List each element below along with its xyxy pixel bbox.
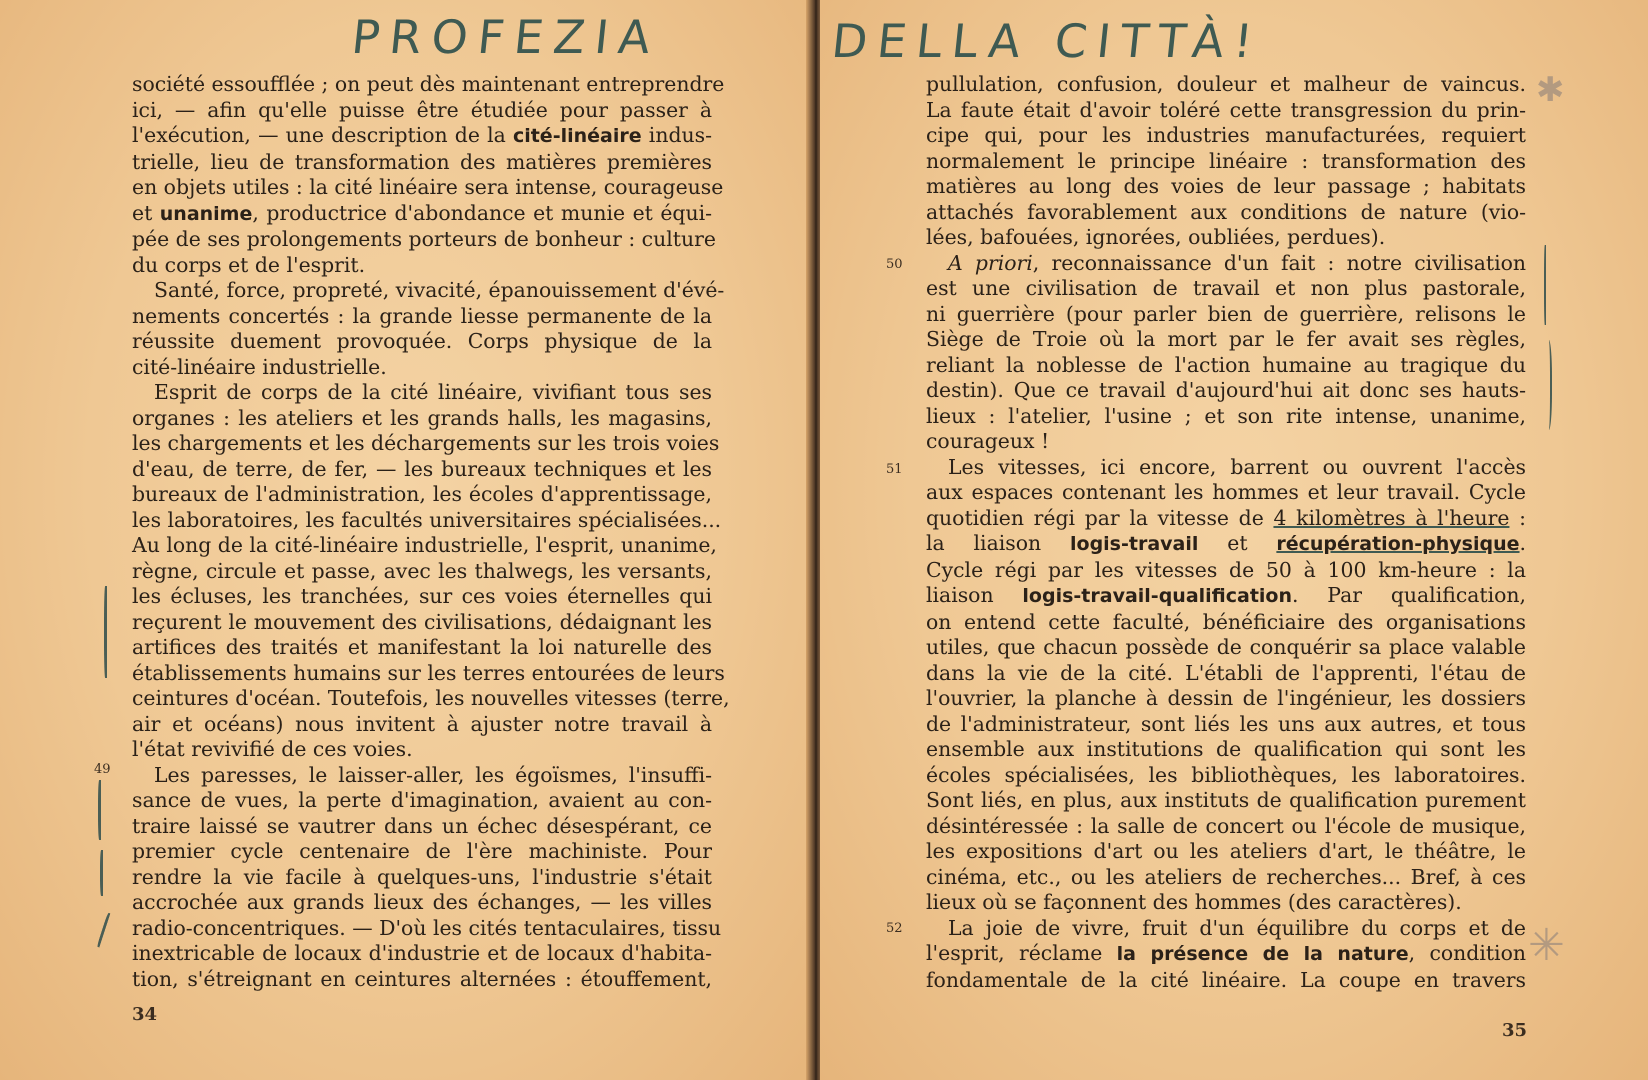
text-line: et unanime, productrice d'abondance et munie et équi- bbox=[132, 200, 712, 225]
text-line: organes : les ateliers et les grands halls, les magasins, bbox=[132, 405, 712, 430]
text-line: l'ouvrier, la planche à dessin de l'ingénieur, les dossiers bbox=[926, 686, 1526, 710]
bold-term: récupération-physique bbox=[1276, 533, 1520, 555]
text-line: radio-concentriques. — D'où les cités tentaculaires, tissu bbox=[132, 915, 722, 940]
text-line: lieux où se façonnent des hommes (des caractères). bbox=[926, 890, 1462, 914]
paragraph-number: 50 bbox=[886, 257, 903, 272]
left-page bbox=[0, 0, 812, 1080]
underlined-phrase: 4 kilomètres à l'heure bbox=[1273, 505, 1510, 530]
margin-pencil-mark bbox=[100, 850, 103, 896]
text-line: les laboratoires, les facultés universitaires spécialisées... bbox=[132, 507, 722, 532]
text-line: l'état revivifié de ces voies. bbox=[132, 737, 413, 761]
text-line: on entend cette faculté, bénéficiaire des organisations bbox=[926, 609, 1526, 634]
text-line: nements concertés : la grande liesse permanente de la bbox=[132, 303, 712, 328]
text-line: ni guerrière (pour parler bien de guerrière, relisons le bbox=[926, 301, 1526, 326]
asterisk-mark-icon: ✱ bbox=[1536, 70, 1565, 110]
handwritten-title-left: PROFEZIA bbox=[349, 10, 663, 64]
text-line: Sont liés, en plus, aux instituts de qualification purement bbox=[926, 788, 1526, 812]
bold-term: unanime bbox=[159, 202, 253, 225]
bold-term: la présence de la nature bbox=[1116, 943, 1409, 965]
text-line: cinéma, etc., ou les ateliers de recherches... Bref, à ces bbox=[926, 864, 1526, 889]
text-line: sance de vues, la perte d'imagination, avaient au con- bbox=[132, 788, 712, 812]
margin-pencil-mark bbox=[98, 780, 101, 840]
handwritten-title-right: DELLA CITTÀ! bbox=[829, 14, 1266, 68]
text-line: reliant la noblesse de l'action humaine au tragique du bbox=[926, 352, 1526, 377]
text-line: réussite duement provoquée. Corps physique de la bbox=[132, 329, 712, 353]
text-line: A priori, reconnaissance d'un fait : notre civilisation bbox=[948, 250, 1526, 275]
italic-term: A priori bbox=[948, 250, 1033, 275]
text-line: l'esprit, réclame la présence de la nature, condition bbox=[926, 941, 1526, 965]
text-line: pée de ses prolongements porteurs de bonheur : culture bbox=[132, 227, 716, 251]
text-line: société essoufflée ; on peut dès maintenant entreprendre bbox=[132, 72, 725, 96]
left-page-text bbox=[132, 72, 730, 992]
text-line: air et océans) nous invitent à ajuster notre travail à bbox=[132, 711, 712, 736]
text-line: cité-linéaire industrielle. bbox=[132, 354, 387, 379]
text-line: pullulation, confusion, douleur et malheur de vaincus. bbox=[926, 72, 1526, 96]
page-folio-left: 34 bbox=[132, 1004, 158, 1025]
text-line: écoles spécialisées, les bibliothèques, les laboratoires. bbox=[926, 762, 1526, 787]
text-line: tion, s'étreignant en ceintures alternées : étouffement, bbox=[132, 966, 712, 991]
page-folio-right: 35 bbox=[1502, 1020, 1528, 1041]
text-line: dans la vie de la cité. L'établi de l'apprenti, l'étau de bbox=[926, 660, 1526, 685]
text-line: artifices des traités et manifestant la loi naturelle des bbox=[132, 635, 712, 659]
text-line: désintéressée : la salle de concert ou l'école de musique, bbox=[926, 813, 1526, 838]
text-line: Esprit de corps de la cité linéaire, vivifiant tous ses bbox=[154, 380, 712, 404]
text-line: du corps et de l'esprit. bbox=[132, 252, 366, 277]
text-line: est une civilisation de travail et non plus pastorale, bbox=[926, 276, 1526, 300]
text-line: de l'administrateur, sont liés les uns aux autres, et tous bbox=[926, 711, 1526, 736]
text-line: destin). Que ce travail d'aujourd'hui ait donc ses hauts- bbox=[926, 378, 1526, 402]
text-line: attachés favorablement aux conditions de nature (vio- bbox=[926, 199, 1526, 224]
text-line: les chargements et les déchargements sur les trois voies bbox=[132, 431, 720, 455]
text-line: lieux : l'atelier, l'usine ; et son rite intense, unanime, bbox=[926, 403, 1526, 428]
text-line: en objets utiles : la cité linéaire sera intense, courageuse bbox=[132, 175, 724, 199]
text-line: les écluses, les tranchées, sur ces voies éternelles qui bbox=[132, 584, 712, 608]
text-line: reçurent le mouvement des civilisations, dédaignant les bbox=[132, 609, 712, 634]
text-line: liaison logis-travail-qualification. Par qualification, bbox=[926, 583, 1527, 607]
text-line: Santé, force, propreté, vivacité, épanouissement d'évé- bbox=[154, 278, 725, 302]
text-line: lées, bafouées, ignorées, oubliées, perdues). bbox=[926, 225, 1386, 249]
text-line: courageux ! bbox=[926, 429, 1050, 453]
text-line: Cycle régi par les vitesses de 50 à 100 km-heure : la bbox=[926, 557, 1526, 582]
text-line: d'eau, de terre, de fer, — les bureaux techniques et les bbox=[132, 456, 712, 481]
text-line: établissements humains sur les terres entourées de leurs bbox=[132, 660, 725, 685]
text-line: inextricable de locaux d'industrie et de locaux d'habita- bbox=[132, 941, 712, 965]
paragraph-number: 52 bbox=[886, 921, 903, 936]
text-line: trielle, lieu de transformation des matières premières bbox=[132, 149, 712, 174]
text-line: cipe qui, pour les industries manufacturées, requiert bbox=[926, 123, 1526, 147]
text-line: rendre la vie facile à quelques-uns, l'industrie s'était bbox=[132, 864, 712, 889]
asterisk-mark-icon: ✳ bbox=[1528, 920, 1565, 971]
text-line: Les vitesses, ici encore, barrent ou ouvrent l'accès bbox=[948, 454, 1526, 479]
text-line: ceintures d'océan. Toutefois, les nouvelles vitesses (terre, bbox=[132, 686, 730, 710]
text-line: Les paresses, le laisser-aller, les égoïsmes, l'insuffi- bbox=[154, 762, 712, 787]
text-line: ensemble aux institutions de qualification qui sont les bbox=[926, 737, 1526, 761]
right-page-text bbox=[926, 72, 1526, 993]
text-line: la liaison logis-travail et récupération-physique. bbox=[926, 531, 1526, 555]
text-line: ici, — afin qu'elle puisse être étudiée pour passer à bbox=[132, 97, 712, 122]
paragraph-number: 49 bbox=[94, 762, 111, 777]
text-line: utiles, que chacun possède de conquérir sa place valable bbox=[926, 635, 1526, 659]
margin-pencil-mark bbox=[104, 586, 107, 678]
text-line: matières au long des voies de leur passage ; habitats bbox=[926, 174, 1526, 198]
margin-pencil-mark bbox=[97, 912, 111, 947]
margin-pencil-mark bbox=[1544, 340, 1552, 430]
text-line: l'exécution, — une description de la cité-linéaire indus- bbox=[132, 123, 712, 147]
text-line: aux espaces contenant les hommes et leur travail. Cycle bbox=[926, 480, 1526, 504]
text-line: Au long de la cité-linéaire industrielle, l'esprit, unanime, bbox=[132, 533, 717, 557]
right-page bbox=[820, 0, 1648, 1080]
text-line: les expositions d'art ou les ateliers d'art, le théâtre, le bbox=[926, 839, 1526, 863]
text-line: La faute était d'avoir toléré cette transgression du prin- bbox=[926, 97, 1526, 122]
text-line: quotidien régi par la vitesse de 4 kilomètres à l'heure : bbox=[926, 505, 1526, 530]
text-line: accrochée aux grands lieux des échanges, — les villes bbox=[132, 890, 712, 914]
text-line: règne, circule et passe, avec les thalwegs, les versants, bbox=[132, 558, 712, 583]
bold-term: cité-linéaire bbox=[512, 125, 642, 147]
bold-term: logis-travail-qualification bbox=[1022, 585, 1293, 607]
paragraph-number: 51 bbox=[886, 462, 903, 477]
text-line: fondamentale de la cité linéaire. La coupe en travers bbox=[926, 967, 1526, 992]
text-line: Siège de Troie où la mort par le fer avait ses règles, bbox=[926, 327, 1526, 351]
text-line: premier cycle centenaire de l'ère machiniste. Pour bbox=[132, 839, 712, 863]
text-line: La joie de vivre, fruit d'un équilibre du corps et de bbox=[948, 915, 1526, 940]
text-line: bureaux de l'administration, les écoles d'apprentissage, bbox=[132, 482, 712, 506]
text-line: traire laissé se vautrer dans un échec désespérant, ce bbox=[132, 813, 712, 838]
text-line: normalement le principe linéaire : transformation des bbox=[926, 148, 1526, 173]
bold-term: logis-travail bbox=[1070, 533, 1199, 555]
margin-pencil-mark bbox=[1544, 245, 1546, 325]
